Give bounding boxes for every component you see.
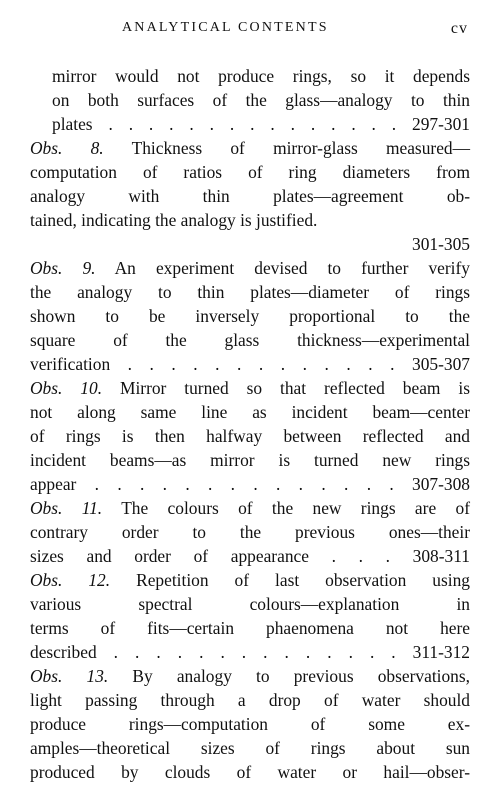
contents-entry-continued — [30, 64, 470, 136]
obs-label: Obs. 8. — [30, 138, 104, 158]
entry-line: tained, indicating the analogy is justified. — [30, 210, 318, 230]
entry-line: verification . . . . . . . . . . . . . 305-307 — [30, 354, 470, 374]
entry-line: plates . . . . . . . . . . . . . . . 297-301 — [52, 114, 470, 134]
entry-line — [30, 568, 470, 592]
obs-label: Obs. 10. — [30, 378, 103, 398]
entry-line: not along same line as incident beam—center — [30, 402, 470, 422]
entry-line: various spectral colours—explanation in — [30, 594, 470, 614]
running-title: ANALYTICAL CONTENTS — [122, 20, 329, 35]
entry-line: incident beams—as mirror is turned new rings — [30, 450, 470, 470]
obs-label: Obs. 11. — [30, 498, 103, 518]
entry-line-text: Thickness of mirror-glass measured— — [131, 138, 470, 158]
entry-line — [30, 664, 470, 688]
entry-line: terms of fits—certain phaenomena not here — [30, 618, 470, 638]
entry-line: the analogy to thin plates—diameter of rings — [30, 282, 470, 302]
entry-line: shown to be inversely proportional to the — [30, 306, 470, 326]
entry-line — [30, 376, 470, 400]
obs-label: Obs. 9. — [30, 258, 96, 278]
entry-line — [30, 496, 470, 520]
entry-line — [30, 136, 470, 160]
contents-entry-obs-13 — [30, 664, 470, 784]
entry-line-text: Mirror turned so that reflected beam is — [119, 378, 470, 398]
entry-line: of rings is then halfway between reflected and — [30, 426, 470, 446]
entry-line: sizes and order of appearance . . . 308-311 — [30, 546, 470, 566]
entry-line: analogy with thin plates—agreement ob- — [30, 186, 470, 206]
contents-body — [30, 64, 470, 784]
entry-pages: 301-305 — [412, 234, 470, 254]
entry-line: appear . . . . . . . . . . . . . . 307-308 — [30, 474, 470, 494]
entry-line-text: An experiment devised to further verify — [114, 258, 470, 278]
obs-label: Obs. 12. — [30, 570, 111, 590]
entry-line-text: By analogy to previous observations, — [132, 666, 470, 686]
entry-line: amples—theoretical sizes of rings about sun — [30, 738, 470, 758]
obs-label: Obs. 13. — [30, 666, 109, 686]
contents-entry-obs-11 — [30, 496, 470, 568]
entry-line: mirror would not produce rings, so it depends — [52, 66, 470, 86]
contents-entry-obs-12 — [30, 568, 470, 664]
contents-entry-obs-8 — [30, 136, 470, 256]
contents-entry-obs-9 — [30, 256, 470, 376]
contents-entry-obs-10 — [30, 376, 470, 496]
entry-line: computation of ratios of ring diameters from — [30, 162, 470, 182]
entry-line: produce rings—computation of some ex- — [30, 714, 470, 734]
page-number: cv — [450, 20, 468, 37]
entry-line: light passing through a drop of water should — [30, 690, 470, 710]
entry-line-text: The colours of the new rings are of — [121, 498, 470, 518]
entry-line: contrary order to the previous ones—their — [30, 522, 470, 542]
running-head — [0, 20, 500, 44]
entry-line: produced by clouds of water or hail—obser- — [30, 762, 470, 782]
entry-line: described . . . . . . . . . . . . . . 311-312 — [30, 642, 470, 662]
entry-line: on both surfaces of the glass—analogy to thin — [52, 90, 470, 110]
entry-line: square of the glass thickness—experimental — [30, 330, 470, 350]
entry-line — [30, 256, 470, 280]
entry-line-text: Repetition of last observation using — [136, 570, 470, 590]
